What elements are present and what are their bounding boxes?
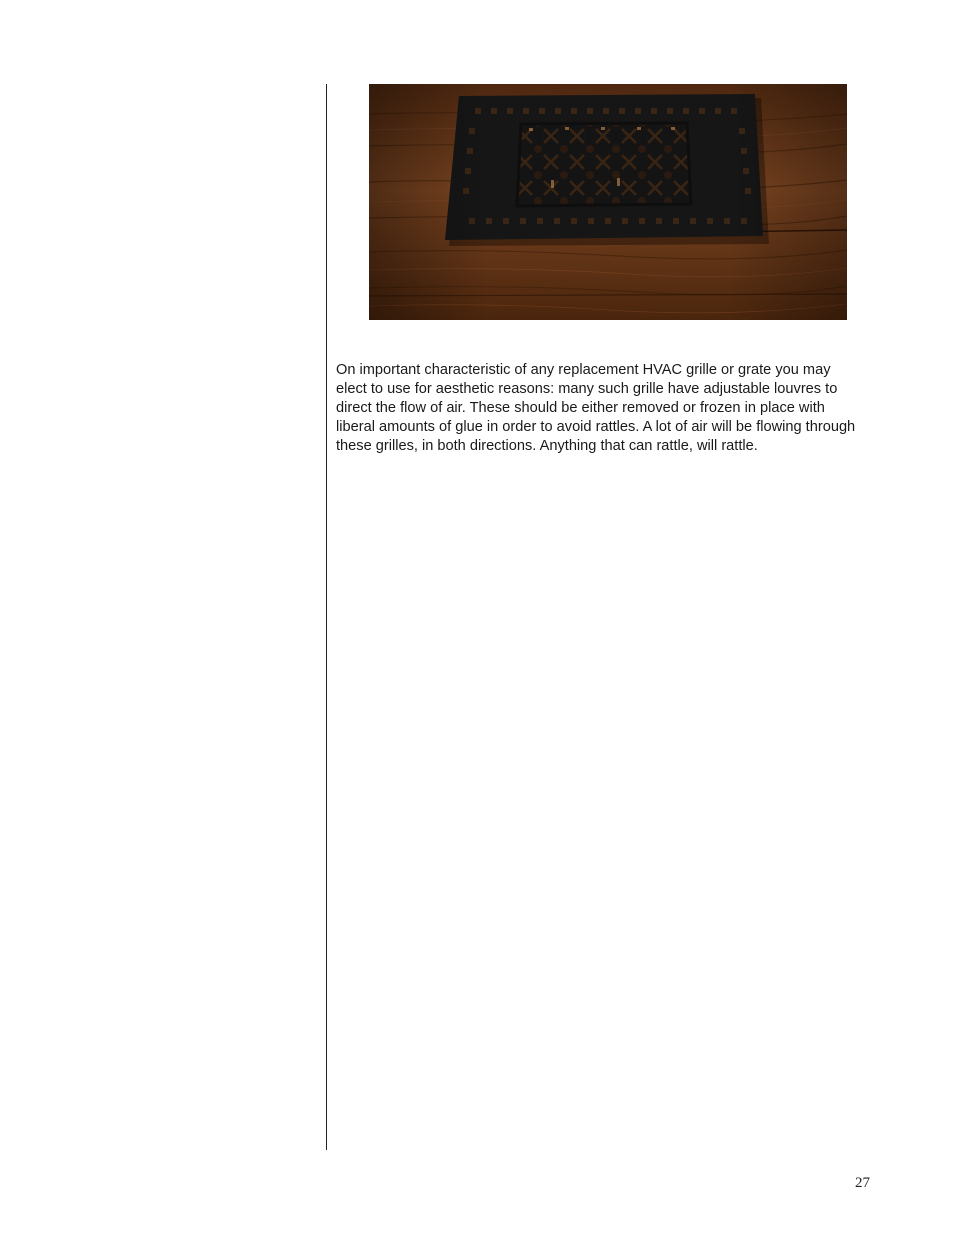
body-paragraph: On important characteristic of any replacement HVAC grille or grate you may elect to use for aesthetic reasons: many such grille have adjustable louvres to direct the flow of air. These should be either removed or frozen in place with liberal amounts of glue in order to avoid rattles. A lot of air will be flowing through these grilles, in both directions. Anything that can rattle, will rattle. — [336, 362, 856, 454]
margin-rule — [326, 84, 327, 1150]
page-number: 27 — [855, 1175, 870, 1191]
hvac-grille-photo — [369, 84, 847, 320]
